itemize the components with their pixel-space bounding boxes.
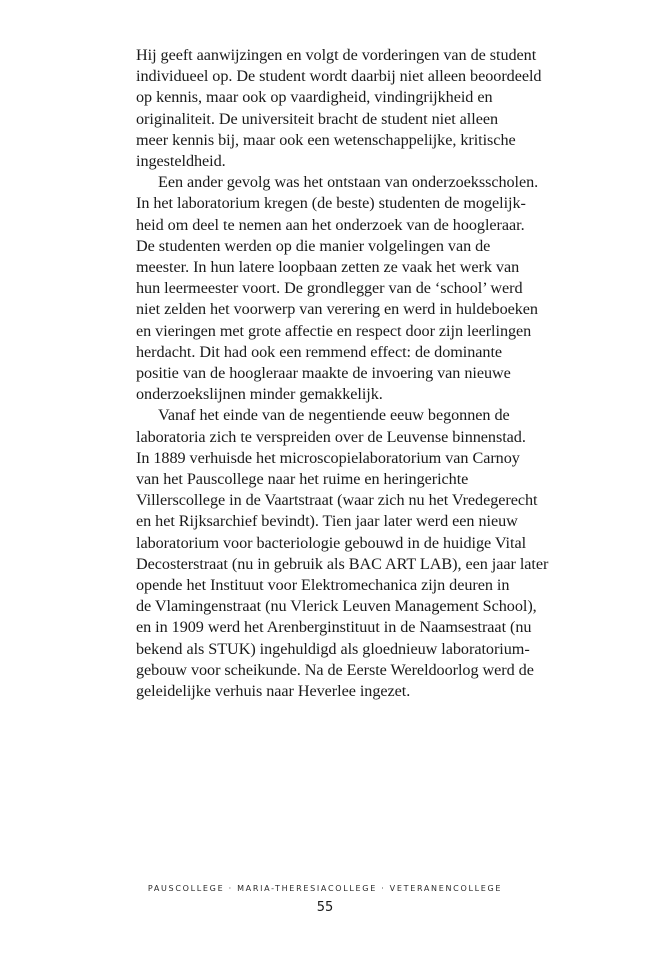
text-line: meer kennis bij, maar ook een wetenschappelijke, kritische — [136, 130, 516, 149]
text-line: heid om deel te nemen aan het onderzoek van de hoogleraar. — [136, 215, 525, 234]
text-line: In het laboratorium kregen (de beste) studenten de mogelijk- — [136, 194, 526, 213]
text-line: geleidelijke verhuis naar Heverlee ingezet. — [136, 682, 411, 701]
paragraph-1 — [136, 45, 592, 172]
paragraph-3 — [136, 405, 592, 702]
text-line: herdacht. Dit had ook een remmend effect: de dominante — [136, 342, 503, 361]
text-line: gebouw voor scheikunde. Na de Eerste Wereldoorlog werd de — [136, 660, 534, 679]
text-line: hun leermeester voort. De grondlegger van de ‘school’ werd — [136, 279, 523, 298]
text-line: op kennis, maar ook op vaardigheid, vindingrijkheid en — [136, 88, 493, 107]
text-line: en vieringen met grote affectie en respect door zijn leerlingen — [136, 321, 532, 340]
text-line: De studenten werden op die manier volgelingen van de — [136, 236, 491, 255]
text-line: en het Rijksarchief bevindt). Tien jaar later werd een nieuw — [136, 512, 518, 531]
text-line: laboratoria zich te verspreiden over de Leuvense binnenstad. — [136, 427, 526, 446]
text-line: Decosterstraat (nu in gebruik als BAC ART LAB), een jaar later — [136, 554, 549, 573]
text-line: positie van de hoogleraar maakte de invoering van nieuwe — [136, 364, 511, 383]
text-line: Hij geeft aanwijzingen en volgt de vorderingen van de student — [136, 46, 537, 64]
text-line: In 1889 verhuisde het microscopielaboratorium van Carnoy — [136, 448, 520, 467]
text-line: de Vlamingenstraat (nu Vlerick Leuven Management School), — [136, 597, 537, 616]
text-line: individueel op. De student wordt daarbij niet alleen beoordeeld — [136, 67, 542, 86]
text-line: bekend als STUK) ingehuldigd als gloednieuw laboratorium- — [136, 639, 530, 658]
text-line: van het Pauscollege naar het ruime en heringerichte — [136, 470, 469, 489]
paragraph-2 — [136, 172, 592, 405]
text-line: ingesteldheid. — [136, 152, 226, 171]
text-line: niet zelden het voorwerp van verering en werd in huldeboeken — [136, 300, 538, 319]
body-text — [136, 45, 592, 702]
text-line: onderzoekslijnen minder gemakkelijk. — [136, 385, 383, 404]
page-number: 55 — [316, 900, 334, 915]
text-line: Een ander gevolg was het ontstaan van onderzoeksscholen. — [158, 173, 539, 192]
text-line: originaliteit. De universiteit bracht de student niet alleen — [136, 109, 499, 128]
running-footer: PAUSCOLLEGE · MARIA-THERESIACOLLEGE · VETERANENCOLLEGE — [147, 884, 503, 893]
text-line: en in 1909 werd het Arenberginstituut in de Naamsestraat (nu — [136, 618, 532, 637]
text-line: laboratorium voor bacteriologie gebouwd in de huidige Vital — [136, 533, 527, 552]
text-line: Vanaf het einde van de negentiende eeuw begonnen de — [158, 406, 510, 425]
text-line: Villerscollege in de Vaartstraat (waar zich nu het Vredegerecht — [136, 491, 538, 510]
text-line: meester. In hun latere loopbaan zetten ze vaak het werk van — [136, 258, 520, 277]
text-line: opende het Instituut voor Elektromechanica zijn deuren in — [136, 576, 510, 595]
